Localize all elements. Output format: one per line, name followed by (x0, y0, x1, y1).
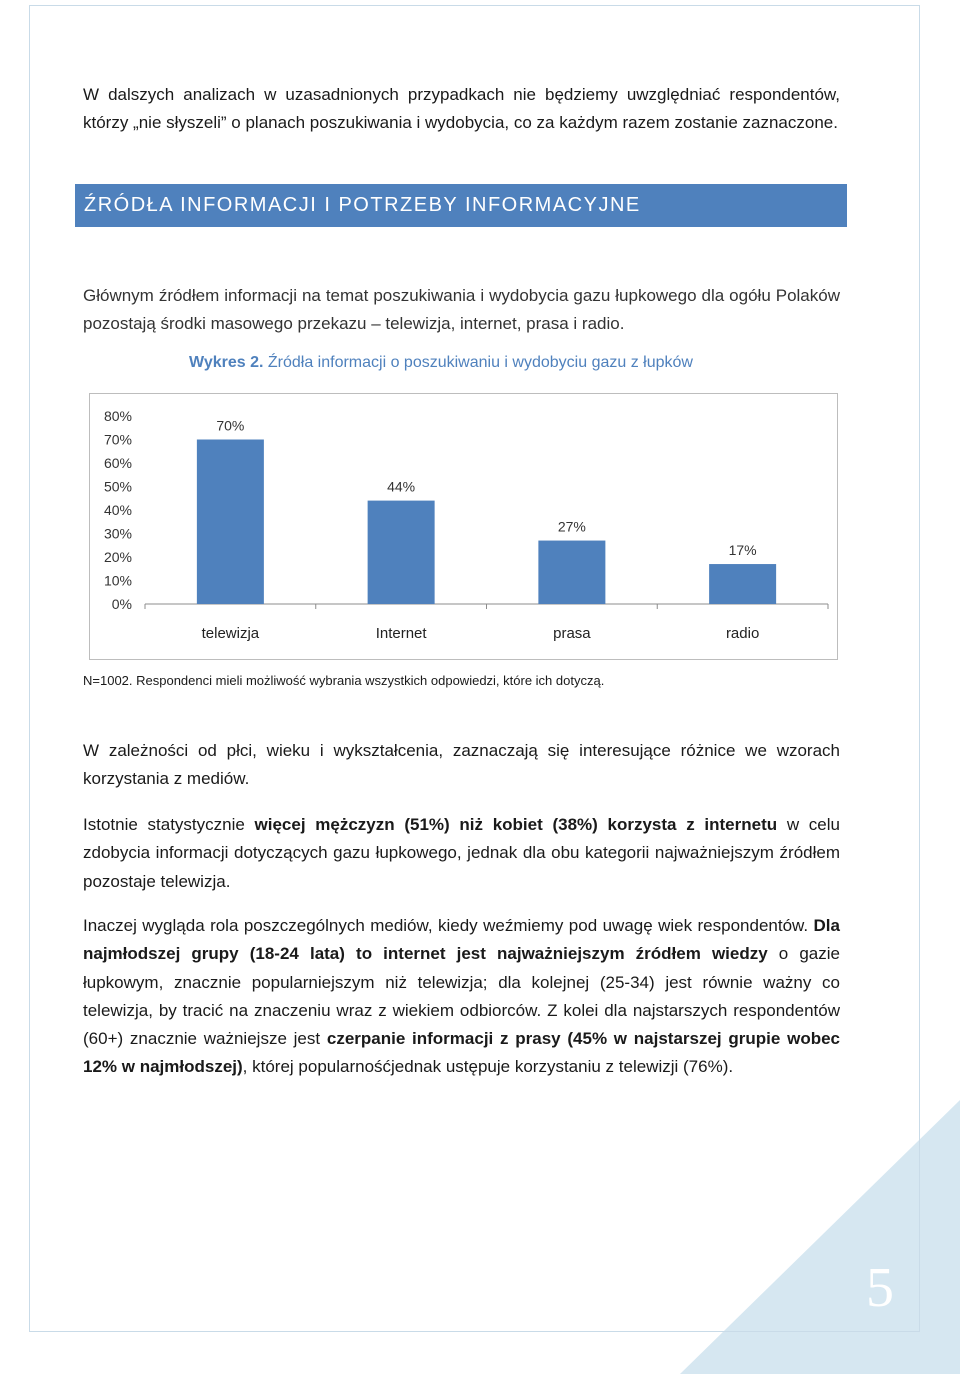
x-tick-label: Internet (375, 625, 427, 642)
y-tick-label: 50% (103, 478, 132, 495)
chart-note: N=1002. Respondenci mieli możliwość wybrania wszystkich odpowiedzi, które ich dotyczą. (83, 673, 605, 688)
p4-bold-1: Dla najmłodszej grupy (18-24 lata) to internet jest najważniejszym źródłem wiedzy (83, 916, 840, 964)
p3-bold: więcej mężczyzn (51%) niż kobiet (38%) korzysta z internetu (254, 815, 778, 834)
data-label: 44% (387, 478, 416, 495)
x-tick-label: telewizja (201, 625, 260, 642)
y-tick-label: 60% (103, 455, 132, 471)
paragraph-2: W zależności od płci, wieku i wykształcenia, zaznaczają się interesujące różnice we wzorach korzystania z mediów. (83, 741, 840, 789)
p4-part-a: Inaczej wygląda rola poszczególnych mediów, kiedy weźmiemy pod uwagę wiek respondentów. (83, 916, 814, 935)
y-tick-label: 70% (103, 431, 132, 448)
y-tick-label: 40% (103, 502, 132, 518)
bar-radio (709, 564, 776, 604)
bar-prasa (538, 541, 605, 604)
y-tick-label: 10% (103, 572, 132, 589)
y-tick-label: 30% (103, 525, 132, 542)
chart-caption-label: Wykres 2. (189, 354, 264, 371)
y-tick-label: 80% (103, 408, 132, 424)
intro-paragraph: W dalszych analizach w uzasadnionych przypadkach nie będziemy uwzględniać respondentów, którzy „nie słyszeli” o planach poszukiwania i wydobycia, co za każdym razem zostanie zaznaczone. (83, 85, 840, 133)
data-label: 17% (728, 542, 757, 559)
y-tick-label: 0% (111, 596, 132, 612)
p3-part-c: w celu zdobycia informacji dotyczących gazu łupkowego, jednak dla obu kategorii najważniejszym źródłem pozostaje telewizja. (83, 815, 840, 891)
bar-telewizja (197, 440, 264, 605)
chart-caption-text: Źródła informacji o poszukiwaniu i wydobyciu gazu z łupków (263, 354, 693, 371)
page-number: 5 (866, 1257, 894, 1319)
section-heading: ŹRÓDŁA INFORMACJI I POTRZEBY INFORMACYJNE (75, 184, 847, 227)
paragraph-4 (83, 912, 840, 1082)
data-label: 27% (557, 518, 586, 535)
x-tick-label: prasa (553, 625, 591, 642)
chart-caption (189, 354, 693, 372)
chart-frame (89, 393, 838, 660)
p4-bold-2: czerpanie informacji z prasy (45% w najstarszej grupie wobec 12% w najmłodszej) (83, 1029, 840, 1077)
paragraph-3 (83, 811, 840, 896)
x-tick-label: radio (725, 625, 760, 642)
bar-internet (368, 501, 435, 604)
bar-chart (90, 394, 837, 659)
lead-paragraph: Głównym źródłem informacji na temat poszukiwania i wydobycia gazu łupkowego dla ogółu Polaków pozostają środki masowego przekazu – telewizja, internet, prasa i radio. (83, 286, 840, 334)
p4-part-c: o gazie łupkowym, znacznie popularniejszym niż telewizja; dla kolejnej (25-34) jest równie ważny co telewizja, by tracić na znaczeniu wraz z wiekiem odbiorców. Z kolei dla najstarszych respondentów (60+) znacznie ważniejsze jest (83, 944, 840, 1049)
p3-part-a: Istotnie statystycznie (83, 815, 255, 834)
data-label: 70% (216, 417, 245, 434)
y-tick-label: 20% (103, 549, 132, 565)
p4-part-e: , której popularnośćjednak ustępuje korzystaniu z telewizji (76%). (242, 1057, 734, 1077)
